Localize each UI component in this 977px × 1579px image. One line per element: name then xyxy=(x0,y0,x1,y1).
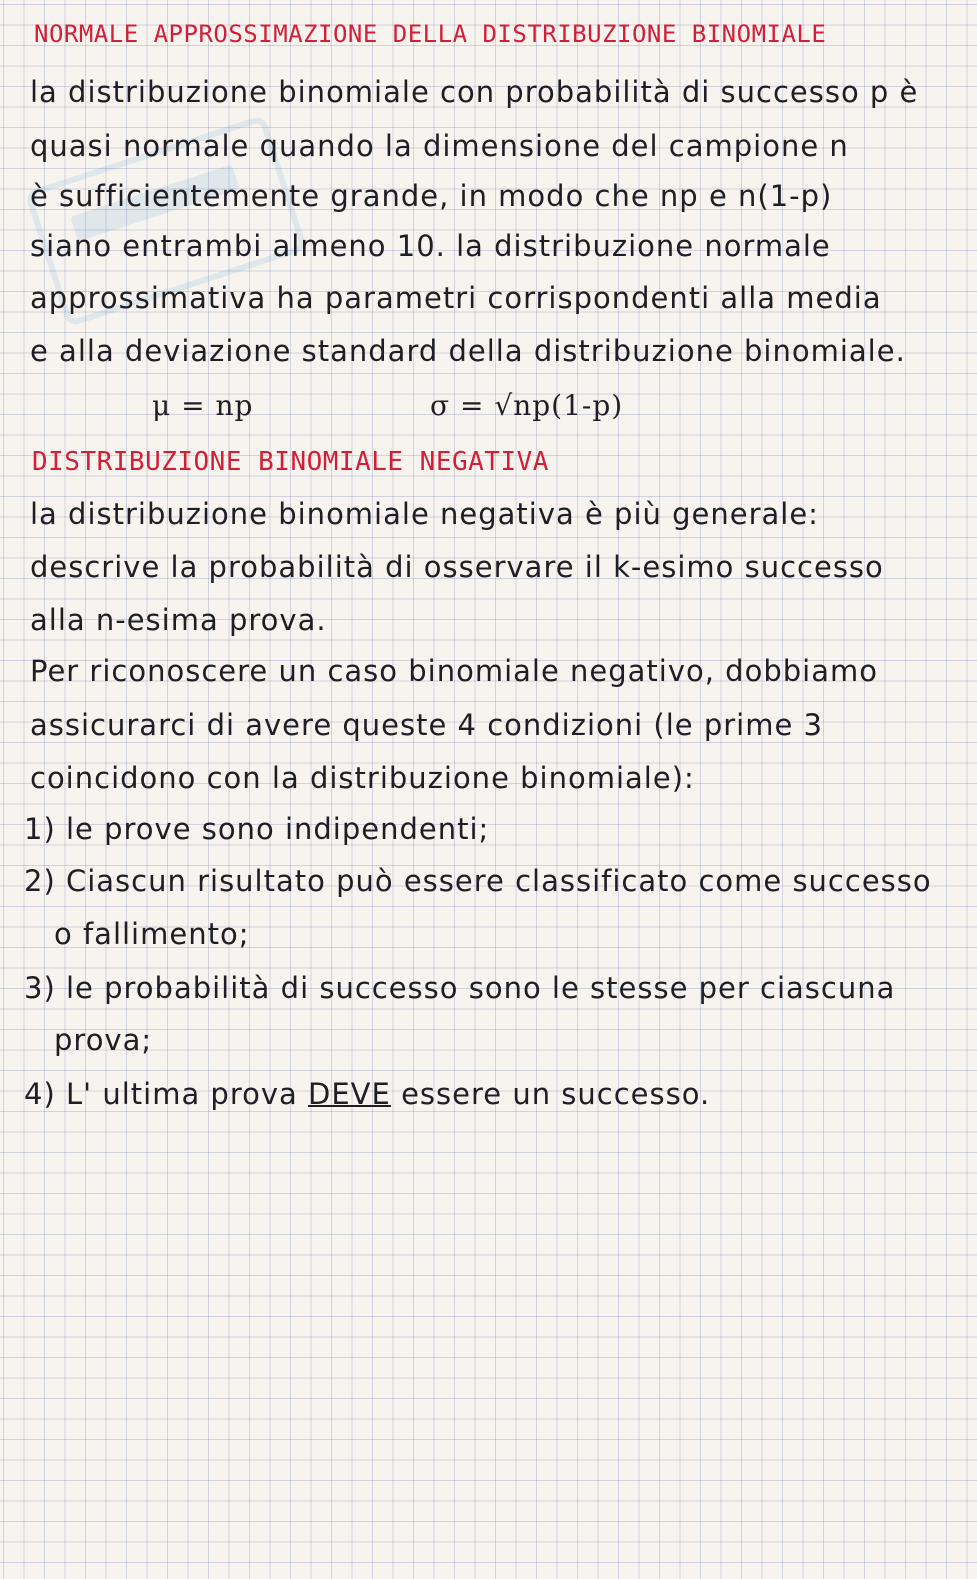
section1-line-6: e alla deviazione standard della distribuzione binomiale. xyxy=(30,334,906,368)
section1-line-1: la distribuzione binomiale con probabilità di successo p è xyxy=(30,75,919,109)
section2-line-3: alla n-esima prova. xyxy=(30,603,327,637)
formula-mean: μ = np xyxy=(152,389,254,422)
section2-line-1: la distribuzione binomiale negativa è più generale: xyxy=(30,497,819,531)
section2-line-4: Per riconoscere un caso binomiale negativo, dobbiamo xyxy=(30,654,878,688)
condition-item-4-suffix: essere un successo. xyxy=(390,1077,711,1111)
formula-standard-deviation: σ = √np(1-p) xyxy=(430,389,624,422)
condition-item-1: 1) le prove sono indipendenti; xyxy=(24,812,490,846)
condition-item-2-continuation: o fallimento; xyxy=(54,917,250,951)
section1-line-5: approssimativa ha parametri corrispondenti alla media xyxy=(30,281,882,315)
section1-title: NORMALE APPROSSIMAZIONE DELLA DISTRIBUZIONE BINOMIALE xyxy=(34,20,827,48)
emphasis-deve: DEVE xyxy=(308,1077,391,1111)
section2-line-2: descrive la probabilità di osservare il k-esimo successo xyxy=(30,550,884,584)
section2-title: DISTRIBUZIONE BINOMIALE NEGATIVA xyxy=(32,447,549,477)
section2-line-6: coincidono con la distribuzione binomiale): xyxy=(30,761,695,795)
section1-line-4: siano entrambi almeno 10. la distribuzione normale xyxy=(30,229,831,263)
condition-item-2: 2) Ciascun risultato può essere classificato come successo xyxy=(24,864,932,898)
condition-item-4-prefix: 4) L' ultima prova xyxy=(24,1077,309,1111)
section1-line-2: quasi normale quando la dimensione del campione n xyxy=(30,129,849,163)
section1-line-3: è sufficientemente grande, in modo che np e n(1-p) xyxy=(30,179,833,213)
section2-line-5: assicurarci di avere queste 4 condizioni (le prime 3 xyxy=(30,708,824,742)
condition-item-3: 3) le probabilità di successo sono le stesse per ciascuna xyxy=(24,971,896,1005)
condition-item-4 xyxy=(24,1077,711,1111)
condition-item-3-continuation: prova; xyxy=(54,1023,153,1057)
